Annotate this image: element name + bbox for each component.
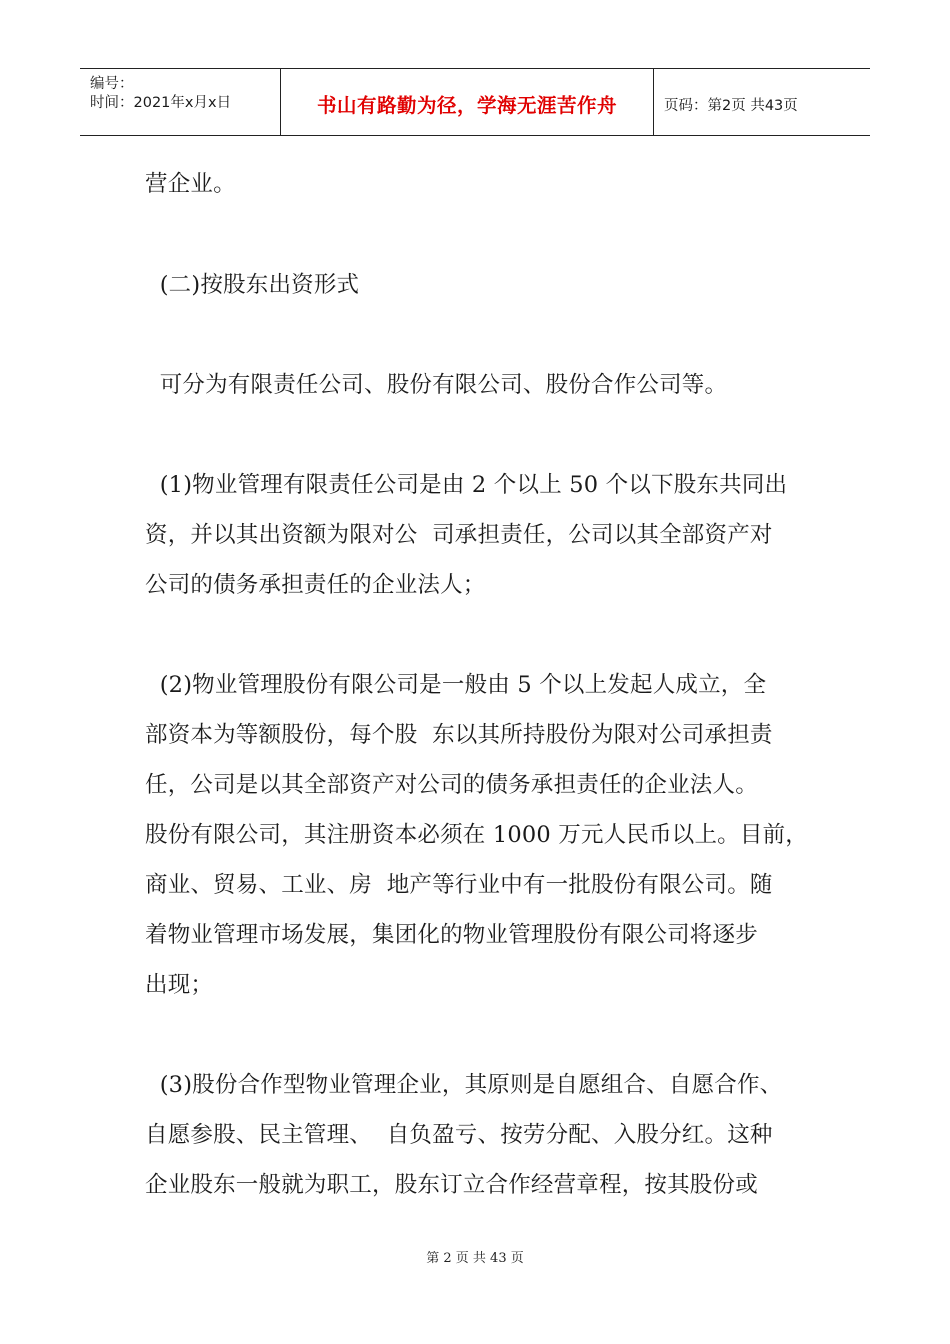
header-meta-cell (80, 69, 281, 135)
body-line: (3)股份合作型物业管理企业，其原则是自愿组合、自愿合作、 (145, 1072, 783, 1098)
body-line: (2)物业管理股份有限公司是一般由 5 个以上发起人成立，全 (145, 672, 767, 698)
body-line: 股份有限公司，其注册资本必须在 1000 万元人民币以上。目前， (145, 822, 808, 848)
body-line: 可分为有限责任公司、股份有限公司、股份合作公司等。 (145, 372, 728, 398)
body-line: (1)物业管理有限责任公司是由 2 个以上 50 个以下股东共同出 (145, 472, 788, 498)
section-heading: (二)按股东出资形式 (145, 272, 360, 298)
page-footer: 第 2 页 共 43 页 (426, 1251, 524, 1266)
body-line: 部资本为等额股份，每个股 东以其所持股份为限对公司承担责 (145, 722, 773, 748)
body-line: 商业、贸易、工业、房 地产等行业中有一批股份有限公司。随 (145, 872, 773, 898)
body-line: 自愿参股、民主管理、 自负盈亏、按劳分配、入股分红。这种 (145, 1122, 773, 1148)
header-motto: 书山有路勤为径，学海无涯苦作舟 (316, 94, 617, 117)
document-time-label: 时间：2021年x月x日 (90, 95, 232, 111)
body-line: 营企业。 (145, 171, 236, 197)
body-line: 出现； (145, 972, 214, 998)
document-number-label: 编号： (90, 76, 134, 92)
body-line: 企业股东一般就为职工，股东订立合作经营章程，按其股份或 (145, 1172, 758, 1198)
body-line: 任，公司是以其全部资产对公司的债务承担责任的企业法人。 (145, 772, 758, 798)
header-motto-cell (281, 69, 654, 135)
page-header (80, 68, 870, 136)
body-line: 公司的债务承担责任的企业法人； (145, 572, 486, 598)
header-page-cell (654, 69, 870, 135)
header-page-info: 页码：第2页 共43页 (664, 97, 798, 114)
body-line: 着物业管理市场发展，集团化的物业管理股份有限公司将逐步 (145, 922, 758, 948)
body-line: 资，并以其出资额为限对公 司承担责任，公司以其全部资产对 (145, 522, 773, 548)
